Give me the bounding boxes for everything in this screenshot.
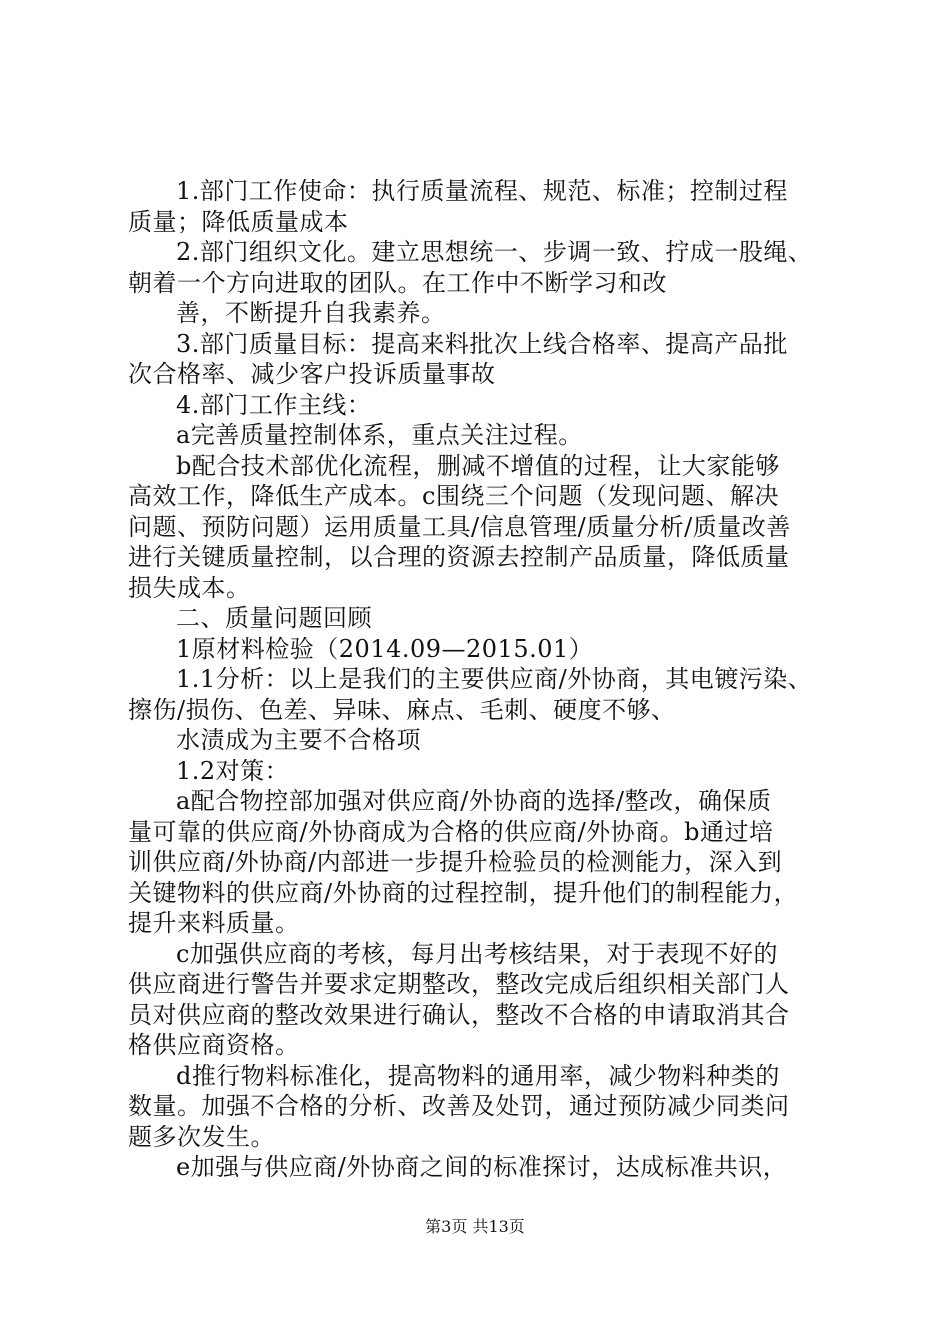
text-line: e加强与供应商/外协商之间的标准探讨，达成标准共识， [176, 1153, 788, 1181]
text-line: 擦伤/损伤、色差、异味、麻点、毛刺、硬度不够、 [128, 695, 676, 724]
section-heading: 二、质量问题回顾 [176, 604, 372, 632]
text-line: 格供应商资格。 [128, 1031, 300, 1059]
text-line: 2.部门组织文化。建立思想统一、步调一致、拧成一股绳、 [176, 238, 813, 266]
text-line: 题多次发生。 [128, 1122, 275, 1151]
text-line: a配合物控部加强对供应商/外协商的选择/整改，确保质 [176, 787, 772, 815]
text-line: d推行物料标准化，提高物料的通用率，减少物料种类的 [176, 1061, 780, 1090]
subsection-heading: 1原材料检验（2014.09—2015.01） [176, 634, 594, 663]
text-line: 提升来料质量。 [128, 909, 300, 937]
document-body [128, 176, 840, 1183]
text-line: 朝着一个方向进取的团队。在工作中不断学习和改 [128, 268, 667, 297]
text-line: b配合技术部优化流程，删减不增值的过程，让大家能够 [176, 451, 780, 480]
text-line: 关键物料的供应商/外协商的过程控制，提升他们的制程能力， [128, 878, 799, 907]
text-line: a完善质量控制体系，重点关注过程。 [176, 421, 583, 449]
text-line: 水渍成为主要不合格项 [176, 726, 421, 754]
text-line: 1.2对策： [176, 756, 290, 785]
text-line: 次合格率、减少客户投诉质量事故 [128, 360, 496, 388]
text-line: 善，不断提升自我素养。 [176, 299, 446, 327]
text-line: 3.部门质量目标：提高来料批次上线合格率、提高产品批 [176, 329, 788, 358]
text-line: 数量。加强不合格的分析、改善及处罚，通过预防减少同类问 [128, 1092, 790, 1120]
text-line: 质量；降低质量成本 [128, 207, 349, 236]
text-line: 问题、预防问题）运用质量工具/信息管理/质量分析/质量改善 [128, 512, 791, 541]
text-line: 损失成本。 [128, 573, 251, 602]
text-line: 训供应商/外协商/内部进一步提升检验员的检测能力，深入到 [128, 848, 783, 876]
text-line: 1.1分析：以上是我们的主要供应商/外协商，其电镀污染、 [176, 665, 813, 693]
text-line: 进行关键质量控制，以合理的资源去控制产品质量，降低质量 [128, 543, 790, 571]
text-line: 1.部门工作使命：执行质量流程、规范、标准；控制过程 [176, 177, 788, 205]
page-footer [0, 1216, 950, 1238]
page-number: 第3页 共13页 [425, 1217, 525, 1236]
text-line: 员对供应商的整改效果进行确认，整改不合格的申请取消其合 [128, 1000, 790, 1029]
text-line: 量可靠的供应商/外协商成为合格的供应商/外协商。b通过培 [128, 817, 774, 846]
text-line: c加强供应商的考核，每月出考核结果，对于表现不好的 [176, 939, 778, 968]
text-line: 供应商进行警告并要求定期整改，整改完成后组织相关部门人 [128, 970, 790, 998]
text-line: 高效工作，降低生产成本。c围绕三个问题（发现问题、解决 [128, 482, 779, 510]
text-line: 4.部门工作主线： [176, 390, 372, 419]
